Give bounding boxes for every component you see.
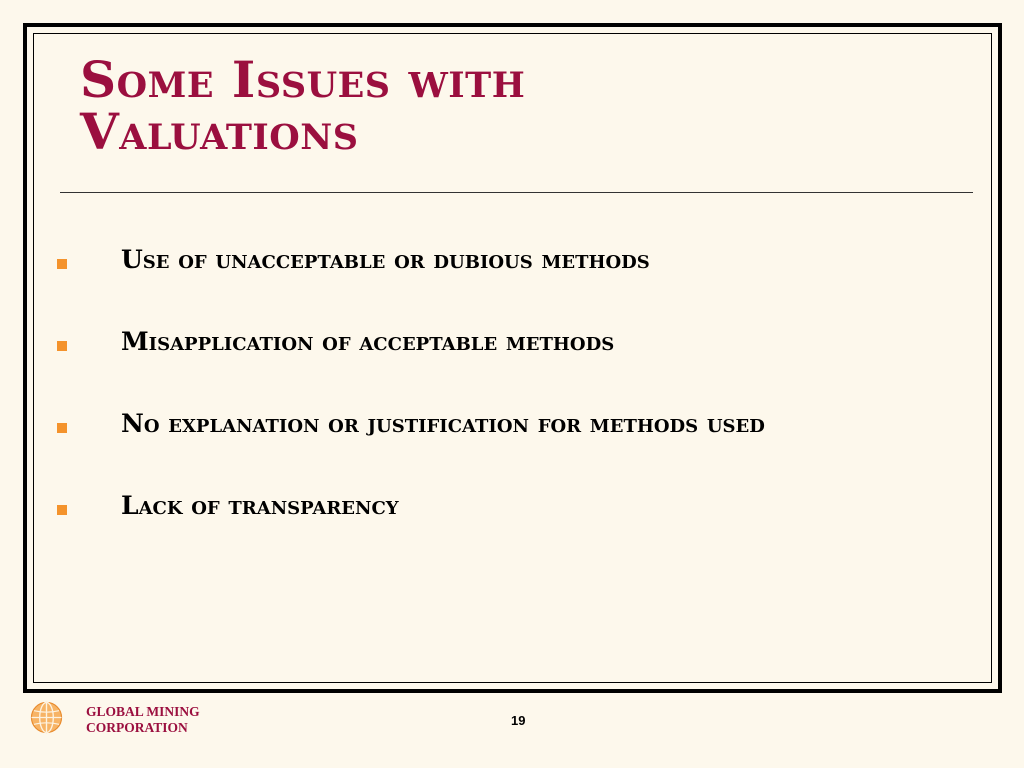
company-name — [86, 704, 200, 736]
square-bullet-icon — [57, 505, 67, 515]
company-name-line2: CORPORATION — [86, 720, 188, 735]
bullet-text: Lack of transparency — [121, 491, 399, 520]
square-bullet-icon — [57, 423, 67, 433]
square-bullet-icon — [57, 341, 67, 351]
company-name-line1: GLOBAL MINING — [86, 704, 200, 719]
bullet-text: Misapplication of acceptable methods — [121, 327, 615, 356]
page-number: 19 — [511, 713, 526, 728]
square-bullet-icon — [57, 259, 67, 269]
bullet-text: No explanation or justification for methods used — [121, 409, 765, 438]
slide-title: Some Issues with Valuations — [80, 50, 526, 161]
globe-icon — [30, 701, 63, 734]
title-divider — [60, 192, 973, 193]
bullet-text: Use of unacceptable or dubious methods — [121, 245, 650, 274]
